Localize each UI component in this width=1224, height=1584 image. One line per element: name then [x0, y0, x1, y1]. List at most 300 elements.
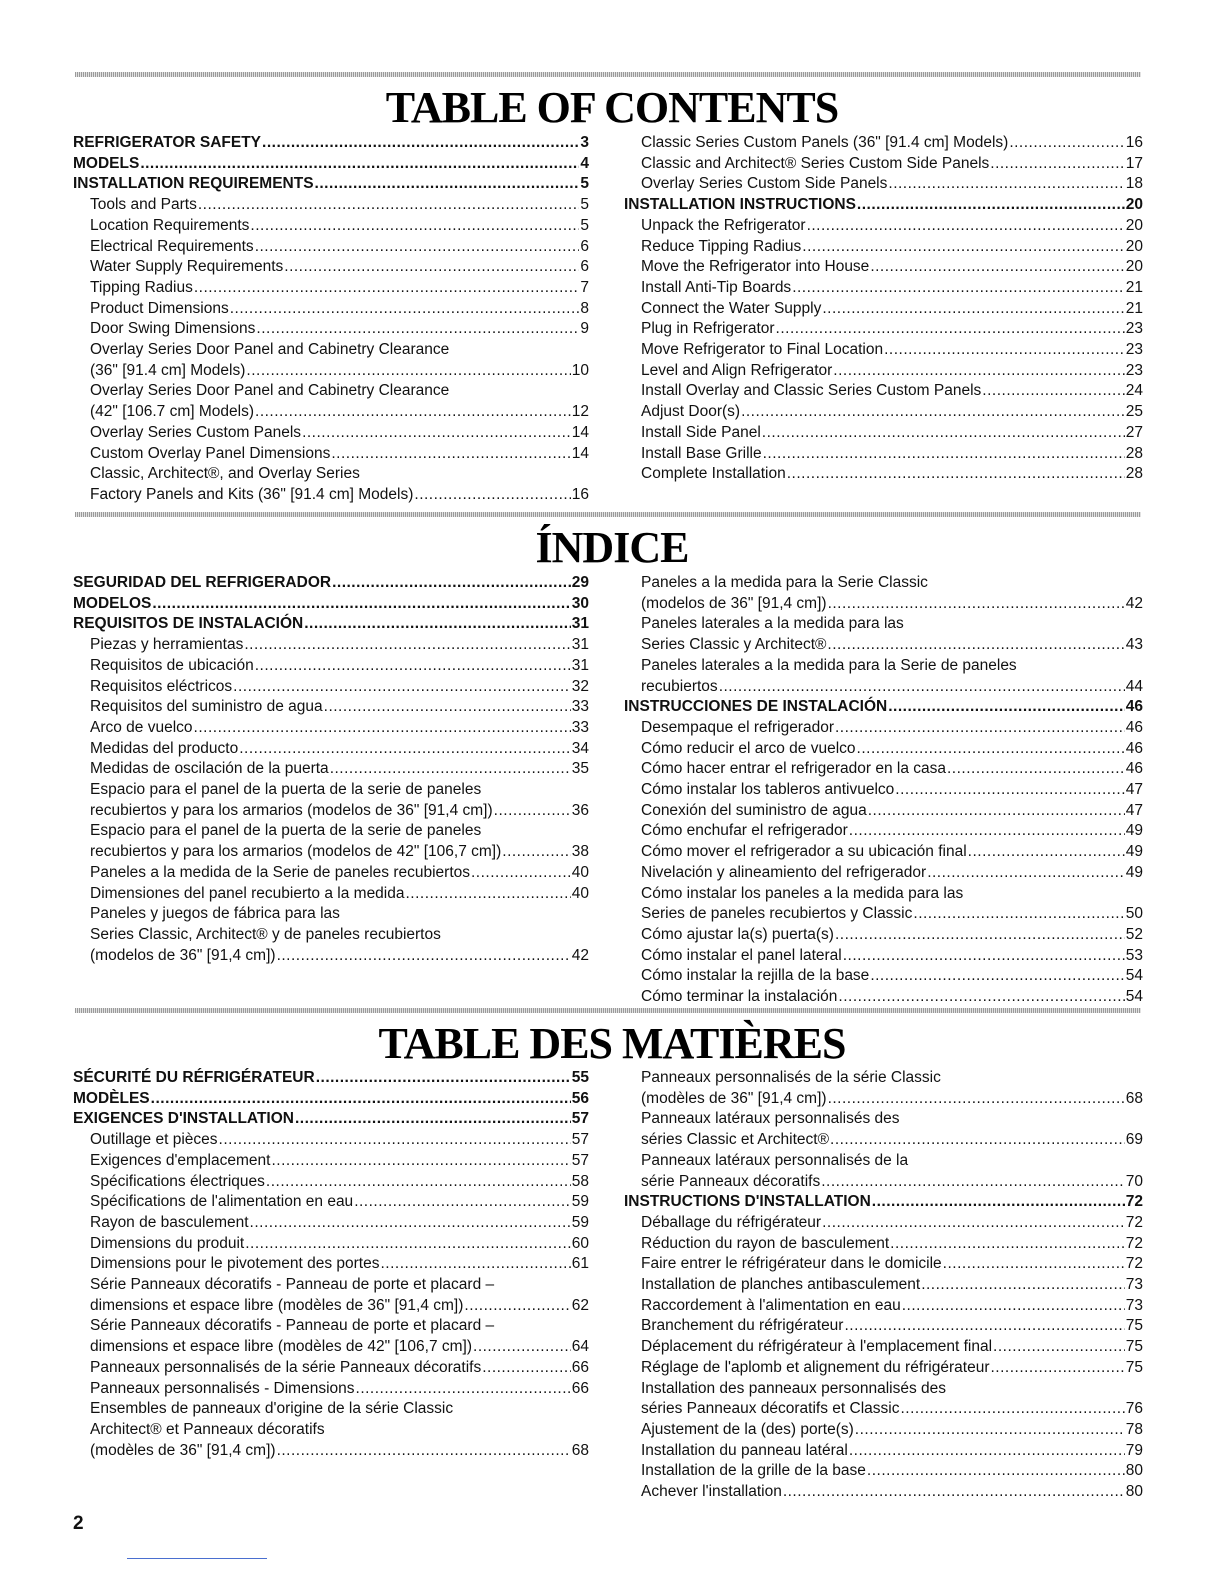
toc-entry-title: Tipping Radius	[90, 278, 193, 296]
dot-leader	[855, 1420, 1125, 1441]
toc-entry	[624, 1234, 1143, 1255]
toc-page-number: 12	[571, 403, 589, 421]
dot-leader	[414, 485, 570, 506]
toc-entry-title: Réduction du rayon de basculement	[641, 1234, 890, 1252]
toc-entry-title: Cómo enchufar el refrigerador	[641, 822, 848, 840]
toc-entry-line	[90, 319, 589, 340]
toc-entry	[624, 987, 1143, 1008]
toc-entry-line	[641, 842, 1143, 863]
dot-leader	[719, 677, 1125, 698]
page-number: 2	[73, 1513, 84, 1534]
toc-entry-title: Cómo mover el refrigerador a su ubicación final	[641, 843, 967, 861]
toc-page-number: 66	[571, 1379, 589, 1397]
toc-entry-title: (36" [91.4 cm] Models)	[90, 361, 246, 379]
dot-leader	[982, 381, 1124, 402]
dot-leader	[828, 1089, 1125, 1110]
toc-entry	[624, 573, 1143, 614]
dot-leader	[835, 718, 1125, 739]
toc-page-number: 50	[1125, 905, 1143, 923]
toc-entry	[624, 340, 1143, 361]
toc-entry-text-line: Espacio para el panel de la puerta de la serie de paneles	[90, 781, 482, 799]
dot-leader	[324, 697, 571, 718]
toc-entry	[624, 1379, 1143, 1420]
toc-entry-title: Desempaque el refrigerador	[641, 718, 834, 736]
toc-heading-entry	[73, 594, 589, 615]
toc-entry-line	[641, 319, 1143, 340]
toc-entry-line	[90, 1358, 589, 1379]
dot-leader	[331, 444, 570, 465]
toc-entry	[624, 884, 1143, 925]
toc-page-number: 61	[571, 1255, 589, 1273]
toc-entry-line	[641, 133, 1143, 154]
toc-entry-title: Piezas y herramientas	[90, 636, 244, 654]
toc-english-right-column	[624, 133, 1143, 485]
toc-entry	[624, 821, 1143, 842]
toc-page-number: 36	[571, 801, 589, 819]
toc-entry-line	[641, 154, 1143, 175]
dot-leader	[482, 1358, 571, 1379]
toc-entry-text-line: Cómo instalar los paneles a la medida para las	[641, 884, 964, 902]
toc-entry	[73, 1172, 589, 1193]
toc-entry-title: Tools and Parts	[90, 196, 197, 214]
dot-leader	[316, 1068, 571, 1089]
toc-page-number: 79	[1125, 1441, 1143, 1459]
toc-entry-title: MODÈLES	[73, 1089, 150, 1107]
toc-page-number: 35	[571, 760, 589, 778]
dot-leader	[332, 573, 571, 594]
toc-entry-title: Ajustement de la (des) porte(s)	[641, 1420, 854, 1438]
toc-entry	[624, 361, 1143, 382]
toc-spanish-left-column	[73, 573, 589, 966]
toc-page-number: 40	[571, 863, 589, 881]
toc-entry-title: recubiertos y para los armarios (modelos de 42" [106,7 cm])	[90, 843, 502, 861]
dot-leader	[868, 801, 1125, 822]
toc-entry	[624, 216, 1143, 237]
toc-page-number: 16	[571, 485, 589, 503]
toc-entry-line	[90, 1213, 589, 1234]
section-divider-french	[75, 1008, 1141, 1013]
toc-entry-line	[90, 801, 589, 822]
toc-page-number: 62	[571, 1296, 589, 1314]
dot-leader	[849, 1441, 1125, 1462]
toc-entry-title: Install Side Panel	[641, 423, 761, 441]
toc-entry-title: Cómo reducir el arco de vuelco	[641, 739, 856, 757]
toc-entry-line	[73, 154, 589, 175]
dot-leader	[741, 402, 1125, 423]
dot-leader	[888, 174, 1124, 195]
dot-leader	[843, 946, 1125, 967]
toc-page-number: 60	[571, 1234, 589, 1252]
toc-entry-title: Install Base Grille	[641, 444, 762, 462]
toc-page-number: 32	[571, 677, 589, 695]
toc-entry	[73, 237, 589, 258]
dot-leader	[194, 718, 571, 739]
toc-heading-entry	[73, 573, 589, 594]
toc-entry-title: Requisitos eléctricos	[90, 677, 233, 695]
dot-leader	[244, 635, 570, 656]
toc-entry-title: Requisitos del suministro de agua	[90, 698, 323, 716]
toc-entry-text-line: Panneaux personnalisés de la série Classic	[641, 1069, 941, 1086]
toc-page-number: 58	[571, 1172, 589, 1190]
toc-entry-line	[641, 1130, 1143, 1151]
toc-entry	[624, 801, 1143, 822]
toc-page-number: 57	[571, 1151, 589, 1169]
dot-leader	[304, 614, 571, 635]
dot-leader	[473, 1337, 571, 1358]
toc-page-number: 5	[580, 196, 589, 214]
toc-entry-line	[90, 842, 589, 863]
toc-entry	[73, 1399, 589, 1461]
toc-entry-line	[641, 904, 1143, 925]
toc-entry-title: Achever l'installation	[641, 1483, 782, 1501]
toc-entry-line	[641, 1213, 1143, 1234]
toc-entry-text-line: Series Classic, Architect® y de paneles recubiertos	[90, 925, 441, 943]
toc-entry	[73, 1192, 589, 1213]
toc-entry	[73, 780, 589, 821]
toc-page-number: 3	[580, 134, 589, 151]
toc-page-number: 20	[1125, 216, 1143, 234]
toc-entry-line	[641, 1441, 1143, 1462]
toc-entry	[624, 1213, 1143, 1234]
toc-page-number: 54	[1125, 967, 1143, 985]
toc-entry-line	[624, 1192, 1143, 1213]
section-title-english: TABLE OF CONTENTS	[385, 83, 839, 132]
toc-entry-line	[641, 966, 1143, 987]
toc-entry-title: Branchement du réfrigérateur	[641, 1317, 844, 1335]
toc-page-number: 21	[1125, 278, 1143, 296]
dot-leader	[464, 1296, 570, 1317]
toc-entry-title: Medidas del producto	[90, 739, 239, 757]
toc-page-number: 29	[571, 574, 589, 591]
toc-entry	[624, 423, 1143, 444]
toc-page-number: 9	[580, 320, 589, 338]
toc-entry-line	[90, 697, 589, 718]
toc-entry	[624, 656, 1143, 697]
toc-page-number: 18	[1125, 175, 1143, 193]
toc-page-number: 40	[571, 884, 589, 902]
toc-entry	[73, 423, 589, 444]
toc-entry	[624, 1296, 1143, 1317]
toc-entry-title: SÉCURITÉ DU RÉFRIGÉRATEUR	[73, 1069, 315, 1086]
toc-entry-line	[641, 1275, 1143, 1296]
dot-leader	[266, 1172, 571, 1193]
toc-page-number: 55	[571, 1069, 589, 1086]
toc-page-number: 46	[1125, 760, 1143, 778]
dot-leader	[943, 1254, 1125, 1275]
dot-leader	[783, 1482, 1125, 1503]
dot-leader	[315, 174, 580, 195]
toc-heading-entry	[624, 1192, 1143, 1213]
toc-entry-line	[624, 697, 1143, 718]
dot-leader	[277, 946, 571, 967]
toc-entry-line	[90, 1296, 589, 1317]
toc-page-number: 33	[571, 718, 589, 736]
toc-entry-title: Déplacement du réfrigérateur à l'emplacement final	[641, 1338, 993, 1356]
toc-page-number: 47	[1125, 781, 1143, 799]
toc-entry	[73, 1316, 589, 1357]
toc-entry-line	[90, 1151, 589, 1172]
toc-page-number: 28	[1125, 465, 1143, 483]
toc-entry-line	[641, 821, 1143, 842]
dot-leader	[763, 444, 1125, 465]
dot-leader	[787, 464, 1125, 485]
toc-entry-title: Reduce Tipping Radius	[641, 237, 802, 255]
toc-entry-title: Cómo instalar la rejilla de la base	[641, 967, 870, 985]
toc-entry	[624, 863, 1143, 884]
toc-entry-title: Cómo terminar la instalación	[641, 988, 838, 1006]
toc-heading-entry	[73, 133, 589, 154]
toc-entry-title: Connect the Water Supply	[641, 299, 822, 317]
dot-leader	[833, 361, 1124, 382]
toc-page-number: 27	[1125, 423, 1143, 441]
toc-entry	[73, 1234, 589, 1255]
toc-entry-line	[641, 216, 1143, 237]
section-divider-top	[75, 72, 1141, 77]
toc-entry-title: Paneles a la medida de la Serie de paneles recubiertos	[90, 863, 470, 881]
toc-page-number: 78	[1125, 1420, 1143, 1438]
toc-entry	[73, 1151, 589, 1172]
toc-entry-title: EXIGENCES D'INSTALLATION	[73, 1110, 294, 1128]
toc-entry-line	[641, 1316, 1143, 1337]
toc-entry-title: Déballage du réfrigérateur	[641, 1213, 822, 1231]
toc-page-number: 59	[571, 1213, 589, 1231]
dot-leader	[968, 842, 1125, 863]
toc-entry-title: Complete Installation	[641, 465, 786, 483]
toc-page-number: 49	[1125, 822, 1143, 840]
toc-page-number: 28	[1125, 444, 1143, 462]
toc-entry	[624, 257, 1143, 278]
toc-page-number: 47	[1125, 801, 1143, 819]
toc-entry	[73, 195, 589, 216]
toc-entry	[624, 946, 1143, 967]
toc-entry-line	[641, 801, 1143, 822]
toc-entry-text-line: Paneles laterales a la medida para la Serie de paneles	[641, 656, 1017, 674]
toc-page-number: 31	[571, 656, 589, 674]
toc-entry-title: Unpack the Refrigerator	[641, 216, 806, 234]
toc-page-number: 44	[1125, 677, 1143, 695]
toc-entry-title: Spécifications de l'alimentation en eau	[90, 1193, 354, 1211]
dot-leader	[821, 1172, 1125, 1193]
dot-leader	[406, 884, 571, 905]
dot-leader	[256, 319, 579, 340]
dot-leader	[830, 1130, 1125, 1151]
dot-leader	[152, 594, 570, 615]
toc-entry	[73, 1213, 589, 1234]
toc-page-number: 14	[571, 444, 589, 462]
toc-entry-text-line: Classic, Architect®, and Overlay Series	[90, 465, 360, 483]
toc-entry-title: Series Classic y Architect®	[641, 636, 827, 654]
toc-page-number: 49	[1125, 863, 1143, 881]
dot-leader	[295, 1109, 571, 1130]
toc-entry-line	[90, 299, 589, 320]
dot-leader	[857, 739, 1125, 760]
toc-entry-title: dimensions et espace libre (modèles de 42" [106,7 cm])	[90, 1338, 473, 1356]
dot-leader	[844, 1316, 1124, 1337]
toc-page-number: 43	[1125, 636, 1143, 654]
toc-entry-line	[641, 635, 1143, 656]
dot-leader	[271, 1151, 570, 1172]
toc-entry-line	[641, 278, 1143, 299]
toc-heading-entry	[73, 174, 589, 195]
toc-entry	[624, 444, 1143, 465]
toc-entry-title: Cómo ajustar la(s) puerta(s)	[641, 925, 834, 943]
toc-entry-title: (modèles de 36" [91,4 cm])	[641, 1089, 827, 1107]
dot-leader	[330, 759, 571, 780]
dot-leader	[233, 677, 571, 698]
toc-heading-entry	[73, 1089, 589, 1110]
toc-page-number: 59	[571, 1193, 589, 1211]
toc-entry-line	[641, 594, 1143, 615]
toc-entry	[624, 237, 1143, 258]
toc-entry	[73, 759, 589, 780]
toc-entry-line	[90, 1192, 589, 1213]
toc-page-number: 5	[580, 175, 589, 193]
toc-entry-title: Install Anti-Tip Boards	[641, 278, 792, 296]
toc-entry	[73, 1130, 589, 1151]
toc-entry-text-line: Overlay Series Door Panel and Cabinetry Clearance	[90, 382, 450, 400]
toc-page-number: 17	[1125, 154, 1143, 172]
toc-page-number: 25	[1125, 403, 1143, 421]
toc-entry-title: Installation de la grille de la base	[641, 1462, 866, 1480]
toc-entry-title: Rayon de basculement	[90, 1213, 249, 1231]
toc-page-number: 73	[1125, 1296, 1143, 1314]
toc-page-number: 5	[580, 216, 589, 234]
toc-page-number: 49	[1125, 843, 1143, 861]
toc-entry-line	[641, 1234, 1143, 1255]
dot-leader	[230, 299, 580, 320]
toc-page-number: 31	[571, 636, 589, 654]
dot-leader	[277, 1441, 571, 1462]
toc-entry-line	[624, 195, 1143, 216]
section-title-spanish: ÍNDICE	[535, 523, 689, 572]
toc-entry-title: Exigences d'emplacement	[90, 1151, 271, 1169]
toc-page-number: 23	[1125, 361, 1143, 379]
toc-page-number: 14	[571, 423, 589, 441]
dot-leader	[245, 1234, 571, 1255]
toc-page-number: 72	[1125, 1255, 1143, 1273]
toc-entry-line	[90, 946, 589, 967]
toc-entry	[624, 718, 1143, 739]
toc-entry-title: Nivelación y alineamiento del refrigerador	[641, 863, 927, 881]
toc-entry-title: Factory Panels and Kits (36" [91.4 cm] Models)	[90, 485, 414, 503]
toc-entry-text-line: Installation des panneaux personnalisés des	[641, 1379, 947, 1397]
toc-entry-line	[641, 423, 1143, 444]
dot-leader	[239, 739, 571, 760]
toc-entry	[624, 1420, 1143, 1441]
toc-entry-text-line: Espacio para el panel de la puerta de la serie de paneles	[90, 822, 482, 840]
toc-entry	[624, 842, 1143, 863]
toc-entry-line	[641, 1254, 1143, 1275]
toc-entry-title: MODELOS	[73, 594, 152, 612]
toc-page-number: 42	[1125, 594, 1143, 612]
toc-page-number: 72	[1125, 1193, 1143, 1211]
dot-leader	[302, 423, 571, 444]
dot-leader	[1009, 133, 1124, 154]
dot-leader	[198, 195, 580, 216]
toc-entry-title: Overlay Series Custom Side Panels	[641, 175, 888, 193]
toc-page-number: 16	[1125, 134, 1143, 151]
toc-entry	[73, 863, 589, 884]
dot-leader	[870, 966, 1124, 987]
toc-entry-title: Plug in Refrigerator	[641, 320, 775, 338]
toc-entry	[624, 1461, 1143, 1482]
toc-entry	[73, 718, 589, 739]
toc-entry-line	[73, 594, 589, 615]
toc-entry-line	[90, 485, 589, 506]
toc-entry-line	[73, 1089, 589, 1110]
toc-entry-title: (modelos de 36" [91,4 cm])	[641, 594, 827, 612]
toc-entry-title: INSTALLATION INSTRUCTIONS	[624, 196, 856, 214]
toc-entry-line	[641, 1172, 1143, 1193]
toc-entry-title: (42" [106.7 cm] Models)	[90, 403, 255, 421]
toc-entry-title: recubiertos	[641, 677, 718, 695]
toc-spanish-right-column	[624, 573, 1143, 1008]
toc-entry-line	[73, 1068, 589, 1089]
dot-leader	[151, 1089, 571, 1110]
toc-entry-title: Spécifications électriques	[90, 1172, 265, 1190]
toc-entry-title: Panneaux personnalisés - Dimensions	[90, 1379, 355, 1397]
toc-entry	[73, 635, 589, 656]
toc-entry-line	[90, 1130, 589, 1151]
toc-entry	[73, 656, 589, 677]
toc-page-number: 31	[571, 615, 589, 633]
toc-page-number: 23	[1125, 341, 1143, 359]
toc-entry-line	[641, 1089, 1143, 1110]
toc-page-number: 72	[1125, 1213, 1143, 1231]
toc-entry-line	[90, 1254, 589, 1275]
toc-page-number: 46	[1125, 739, 1143, 757]
dot-leader	[807, 216, 1125, 237]
toc-entry	[624, 402, 1143, 423]
toc-entry	[624, 1151, 1143, 1192]
toc-page-number: 10	[571, 361, 589, 379]
toc-page-number: 46	[1125, 698, 1143, 716]
toc-entry	[624, 1254, 1143, 1275]
toc-entry	[624, 1275, 1143, 1296]
toc-page-number: 75	[1125, 1358, 1143, 1376]
toc-entry-text-line: Overlay Series Door Panel and Cabinetry Clearance	[90, 341, 450, 359]
dot-leader	[890, 1234, 1125, 1255]
dot-leader	[262, 133, 579, 154]
dot-leader	[884, 340, 1125, 361]
toc-entry-line	[90, 278, 589, 299]
dot-leader	[194, 278, 580, 299]
toc-entry	[73, 1254, 589, 1275]
toc-entry-text-line: Paneles y juegos de fábrica para las	[90, 905, 340, 923]
dot-leader	[219, 1130, 571, 1151]
toc-page-number: 57	[571, 1131, 589, 1149]
dot-leader	[921, 1275, 1125, 1296]
dot-leader	[835, 925, 1125, 946]
toc-entry-line	[90, 759, 589, 780]
toc-entry-title: Series de paneles recubiertos y Classic	[641, 905, 913, 923]
toc-entry	[624, 299, 1143, 320]
toc-page-number: 72	[1125, 1234, 1143, 1252]
toc-entry	[624, 174, 1143, 195]
toc-entry-title: Electrical Requirements	[90, 237, 254, 255]
toc-entry-line	[73, 133, 589, 154]
toc-entry	[624, 614, 1143, 655]
toc-page-number: 56	[571, 1089, 589, 1107]
dot-leader	[870, 257, 1124, 278]
dot-leader	[867, 1461, 1125, 1482]
toc-entry-title: Overlay Series Custom Panels	[90, 423, 302, 441]
toc-entry	[624, 133, 1143, 154]
toc-entry-title: (modelos de 36" [91,4 cm])	[90, 946, 276, 964]
toc-entry-line	[73, 573, 589, 594]
toc-entry-line	[641, 1337, 1143, 1358]
toc-entry-title: Panneaux personnalisés de la série Panneaux décoratifs	[90, 1358, 482, 1376]
